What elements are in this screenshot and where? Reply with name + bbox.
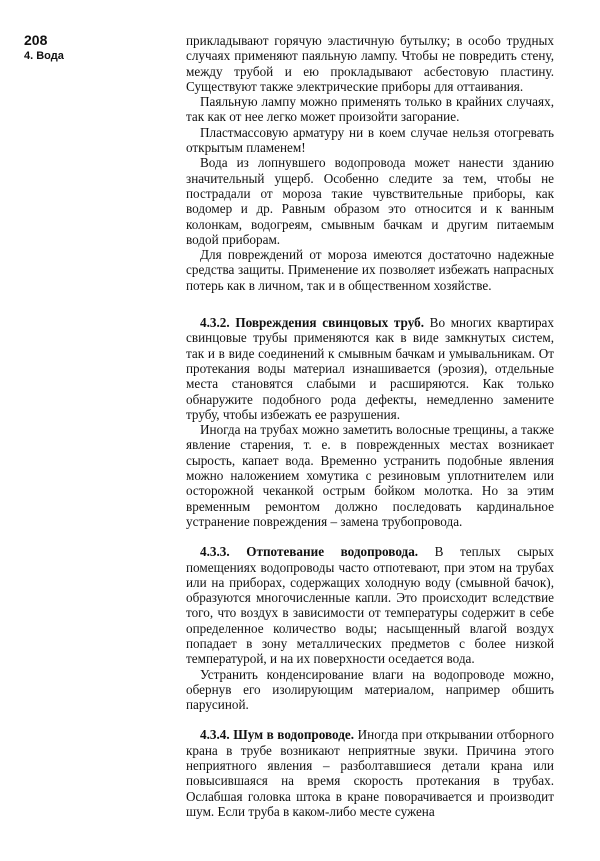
page-number: 208 [24, 32, 48, 48]
text-column [186, 33, 554, 819]
section-4-3-2 [186, 315, 554, 422]
section-lead-text: Во многих квартирах свинцовые трубы применяются как в виде замкнутых систем, так и в виде соединений к смывным бачкам и умывальникам. От протекания воды материал изнашивается (эрозия), отдельные места становятся слабыми и расширяются. Как только обнаружите подобного рода дефекты, немедленно замените трубу, чтобы избежать ее разрушения. [186, 315, 554, 422]
section-4-3-4 [186, 727, 554, 819]
paragraph: Для повреждений от мороза имеются достаточно надежные средства защиты. Применение их позволяет избежать напрасных потерь как в личном, так и в общественном хозяйстве. [186, 247, 554, 293]
section-lead-text: В теплых сырых помещениях водопроводы часто отпотевают, при этом на трубах или на приборах, содержащих холодную воду (смывной бачок), образуются многочисленные капли. Это происходит вследствие того, что воздух в зависимости от температуры содержит в себе определенное количество воды; насыщенный влагой воздух попадает в зону металлических предметов с более низкой температурой, и на их поверхности оседается вода. [186, 544, 554, 667]
section-heading: 4.3.4. Шум в водопроводе. [200, 727, 355, 743]
paragraph: Вода из лопнувшего водопровода может нанести зданию значительный ущерб. Особенно следите за тем, чтобы не пострадали от мороза такие чувствительные приборы, как водомер и др. Равным образом это относится и к ванным колонкам, водогреям, смывным бачкам и другим питаемым водой приборам. [186, 155, 554, 247]
paragraph: Иногда на трубах можно заметить волосные трещины, а также явление старения, т. е. в поврежденных местах возникает сырость, капает вода. Временно устранить подобные явления можно наложением хомутика с резиновым уплотнителем или осторожной чеканкой острым бойком молотка. Но за этим временным ремонтом должно последовать кардинальное устранение повреждения – замена трубопровода. [186, 422, 554, 529]
paragraph: прикладывают горячую эластичную бутылку; в особо трудных случаях применяют паяльную лампу. Чтобы не повредить стену, между трубой и ею прокладывают асбестовую пластину. Существуют также электрические приборы для оттаивания. [186, 33, 554, 94]
paragraph: Пластмассовую арматуру ни в коем случае нельзя отогревать открытым пламенем! [186, 124, 554, 156]
section-heading: 4.3.2. Повреждения свинцовых труб. [200, 315, 425, 331]
section-heading: 4.3.3. Отпотевание водопровода. [200, 544, 419, 560]
paragraph: Паяльную лампу можно применять только в крайних случаях, так как от нее легко может произойти загорание. [186, 94, 554, 125]
paragraph: Устранить конденсирование влаги на водопроводе можно, обернув его изолирующим материалом, например обшить парусиной. [186, 666, 554, 713]
section-lead-text: Иногда при открывании отборного крана в трубе возникают неприятные звуки. Причина этого неприятного явления – разболтавшиеся детали крана или повысившаяся на время скорость протекания в трубах. Ослабшая головка штока в кране поворачивается и производит шум. Если труба в каком-либо месте сужена [186, 727, 554, 819]
section-4-3-3 [186, 544, 554, 666]
running-head-chapter: 4. Вода [24, 50, 64, 62]
